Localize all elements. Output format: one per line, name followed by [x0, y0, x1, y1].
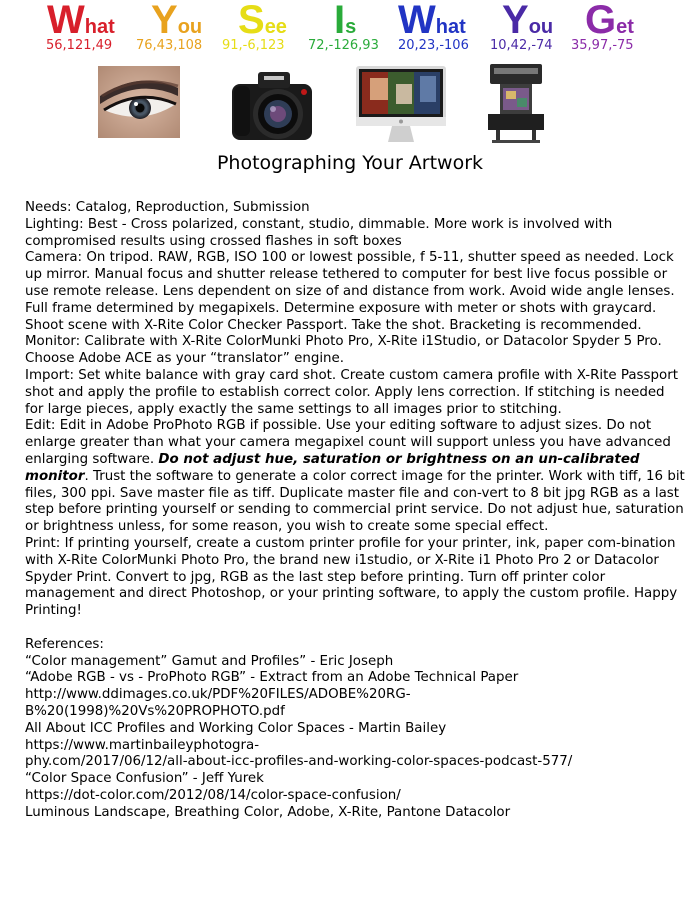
document-body: [25, 200, 685, 821]
word-rest: ee: [264, 16, 287, 38]
reference-line: Luminous Landscape, Breathing Color, Adobe, X-Rite, Pantone Datacolor: [25, 804, 511, 820]
lab-code-4: 72,-126,93: [308, 38, 379, 53]
word-initial: I: [334, 0, 346, 42]
header-word-5: [398, 0, 466, 40]
reference-line: “Color management” Gamut and Profiles” - Eric Joseph: [25, 653, 394, 669]
word-initial: Y: [151, 0, 178, 42]
printer-photo: [486, 64, 546, 144]
word-rest: ou: [177, 16, 203, 38]
reference-line: All About ICC Profiles and Working Color Spaces - Martin Bailey: [25, 720, 447, 736]
edit-warning: Do not adjust hue, saturation or brightness on an un-calibrated monitor: [25, 451, 640, 484]
lab-code-7: 35,97,-75: [571, 38, 634, 53]
reference-line: “Adobe RGB - vs - ProPhoto RGB” - Extract from an Adobe Technical Paper: [25, 670, 519, 686]
lab-code-6: 10,42,-74: [490, 38, 553, 53]
header-word-1: [47, 0, 115, 40]
word-rest: hat: [435, 16, 466, 38]
word-initial: G: [585, 0, 617, 42]
spacer: [25, 620, 685, 637]
reference-link[interactable]: B%20(1998)%20Vs%20PROPHOTO.pdf: [25, 703, 285, 719]
needs-paragraph: Needs: Catalog, Reproduction, Submission: [25, 200, 310, 215]
header-word-2: [151, 0, 202, 40]
camera-paragraph: Camera: On tripod. RAW, RGB, ISO 100 or lowest possible, f 5-11, shutter speed as needed. Lock up mirror. Manual focus and shutter release tethered to computer for best live focus possible or use remote release. Lens dependent on size of and distance from work. Avoid wide angle lenses. Full frame determined by megapixels. Determine exposure with meter or shots with graycard. Shoot scene with X-Rite Color Checker Passport. Take the shot. Bracketing is recommended.: [25, 250, 675, 333]
print-paragraph: Print: If printing yourself, create a custom printer profile for your printer, ink, paper com-bination with X-Rite ColorMunki Photo Pro, the brand new i1studio, or X-Rite i1 Photo Pro 2 or Datacolor Spyder Print. Convert to jpg, RGB as the last step before printing. Turn off printer color management and direct Photoshop, or your printing software, to apply the custom profile. Happy Printing!: [25, 535, 678, 619]
word-rest: s: [345, 16, 357, 38]
camera-photo: [228, 62, 316, 150]
lab-code-3: 91,-6,123: [222, 38, 285, 53]
word-rest: hat: [84, 16, 115, 38]
header-word-3: [238, 0, 287, 40]
lab-code-2: 76,43,108: [136, 38, 203, 53]
lab-code-1: 56,121,49: [46, 38, 113, 53]
header-word-6: [502, 0, 553, 40]
reference-link[interactable]: phy.com/2017/06/12/all-about-icc-profiles-and-working-color-spaces-podcast-577/: [25, 754, 573, 770]
edit-text-b: . Trust the software to generate a color correct image for the printer. Work with tiff, 16 bit files, 300 ppi. Save master file as tiff. Duplicate master file and con-vert to 8 bit jpg RGB as a last step before printing yourself or sending to commercial print service. Do not adjust hue, saturation or brightness unless, for some reason, you wish to create some special effect.: [25, 468, 685, 535]
page-title: Photographing Your Artwork: [216, 152, 484, 174]
edit-text-a: Edit: Edit in Adobe ProPhoto RGB if possible. Use your editing software to adjust sizes. Do not enlarge greater than what your camera megapixel count will support unless you have advanced enlarging software.: [25, 418, 671, 467]
reference-link[interactable]: https://www.martinbaileyphotogra-: [25, 737, 260, 753]
reference-link[interactable]: http://www.ddimages.co.uk/PDF%20FILES/ADOBE%20RG-: [25, 687, 411, 703]
word-rest: ou: [528, 16, 554, 38]
header-word-4: [334, 0, 356, 40]
word-initial: Y: [502, 0, 529, 42]
lighting-paragraph: Lighting: Best - Cross polarized, constant, studio, dimmable. More work is involved with compromised results using crossed flashes in soft boxes: [25, 216, 613, 249]
device-image-row: [0, 62, 700, 154]
color-header: [0, 0, 700, 58]
word-initial: W: [398, 0, 436, 42]
monitor-photo: [356, 66, 446, 144]
lab-code-5: 20,23,-106: [398, 38, 469, 53]
word-initial: S: [238, 0, 265, 42]
word-rest: et: [616, 16, 634, 38]
monitor-paragraph: Monitor: Calibrate with X-Rite ColorMunki Photo Pro, X-Rite i1Studio, or Datacolor Spyder 5 Pro. Choose Adobe ACE as your “translator” engine.: [25, 334, 662, 367]
reference-line: “Color Space Confusion” - Jeff Yurek: [25, 771, 264, 787]
import-paragraph: Import: Set white balance with gray card shot. Create custom camera profile with X-Rite Passport shot and apply the profile to establish correct color. Apply lens correction. If stitching is needed for large pieces, apply exactly the same settings to all images prior to stitching.: [25, 367, 678, 417]
reference-link[interactable]: https://dot-color.com/2012/08/14/color-space-confusion/: [25, 787, 401, 803]
edit-paragraph: [25, 418, 685, 536]
eye-photo: [98, 66, 180, 138]
word-initial: W: [47, 0, 85, 42]
references-heading: References:: [25, 636, 104, 652]
header-word-7: [585, 0, 634, 40]
